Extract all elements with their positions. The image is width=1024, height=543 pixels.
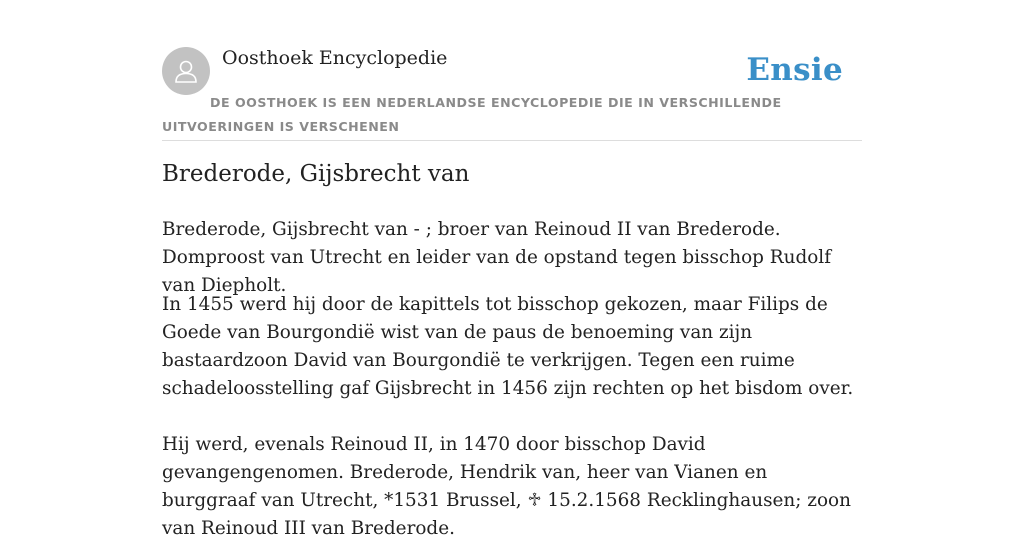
ensie-logo[interactable]: Ensie (746, 52, 843, 88)
article-paragraph: Hij werd, evenals Reinoud II, in 1470 door bisschop David gevangengenomen. Brederode, Hendrik van, heer van Vianen en burggraaf van Utrecht, *1531 Brussel, ♱ 15.2.1568 Recklinghausen; zoon van Reinoud III van Brederode. (162, 434, 851, 539)
article-title: Brederode, Gijsbrecht van (162, 161, 470, 187)
avatar[interactable] (162, 47, 210, 95)
user-icon (171, 56, 201, 86)
page-container (162, 0, 862, 539)
site-header (162, 0, 862, 141)
article-paragraph: In 1455 werd hij door de kapittels tot bisschop gekozen, maar Filips de Goede van Bourgondië wist van de paus de benoeming van zijn bastaardzoon David van Bourgondië te verkrijgen. Tegen een ruime schadeloosstelling gaf Gijsbrecht in 1456 zijn rechten op het bisdom over. (162, 294, 854, 399)
site-name[interactable]: Oosthoek Encyclopedie (222, 47, 448, 69)
article-paragraph: Brederode, Gijsbrecht van - ; broer van Reinoud II van Brederode. Domproost van Utrecht en leider van de opstand tegen bisschop Rudolf van Diepholt. (162, 219, 831, 296)
site-description: DE OOSTHOEK IS EEN NEDERLANDSE ENCYCLOPEDIE DIE IN VERSCHILLENDE UITVOERINGEN IS VERSCHENEN (162, 95, 782, 134)
